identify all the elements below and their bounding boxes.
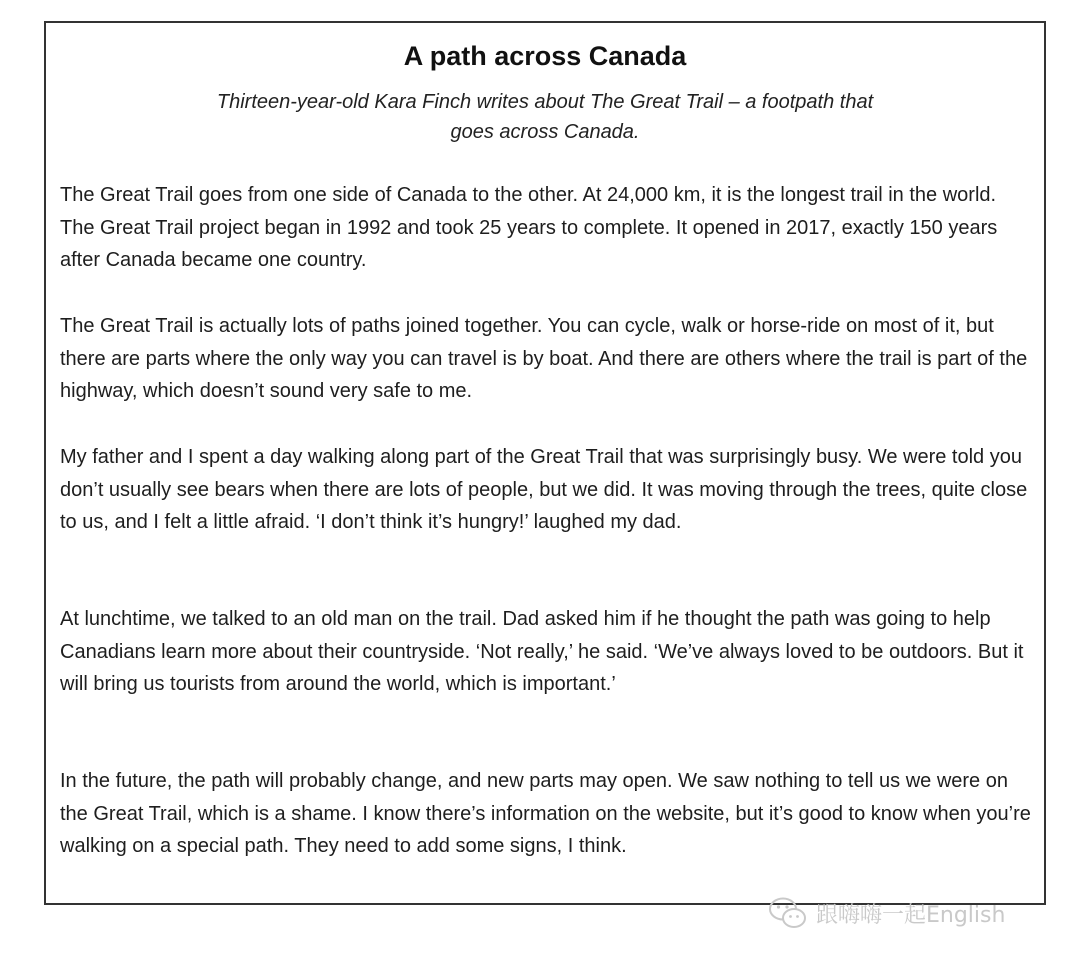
paragraph: In the future, the path will probably change, and new parts may open. We saw nothing to tell us we were on the Great Trail, which is a shame. I know there’s information on the website, but it’s good to know when you’re walking on a special path. They need to add some signs, I think. — [60, 770, 1031, 857]
paragraph: My father and I spent a day walking along part of the Great Trail that was surprisingly busy. We were told you don’t usually see bears when there are lots of people, but we did. It was moving through the trees, quite close to us, and I felt a little afraid. ‘I don’t think it’s hungry!’ laughed my dad. — [60, 446, 1028, 533]
watermark-text: 跟嗨嗨一起English — [816, 902, 1006, 928]
paragraph: The Great Trail goes from one side of Canada to the other. At 24,000 km, it is the longest trail in the world. The Great Trail project began in 1992 and took 25 years to complete. It opened in 2017, exactly 150 years after Canada became one country. — [60, 184, 998, 271]
subtitle-line: Thirteen-year-old Kara Finch writes about The Great Trail – a footpath that — [216, 91, 874, 113]
article-box — [44, 21, 1046, 905]
paragraph: The Great Trail is actually lots of paths joined together. You can cycle, walk or horse-ride on most of it, but there are parts where the only way you can travel is by boat. And there are others where the trail is part of the highway, which doesn’t sound very safe to me. — [60, 315, 1028, 402]
subtitle-line: goes across Canada. — [450, 121, 640, 143]
article-subtitle — [146, 87, 944, 147]
watermark — [768, 896, 1005, 930]
article-title: A path across Canada — [403, 41, 687, 71]
paragraph: At lunchtime, we talked to an old man on the trail. Dad asked him if he thought the path was going to help Canadians learn more about their countryside. ‘Not really,’ he said. ‘We’ve always loved to be outdoors. But it will bring us tourists from around the world, which is important.’ — [60, 608, 1024, 695]
wechat-icon — [768, 896, 808, 930]
